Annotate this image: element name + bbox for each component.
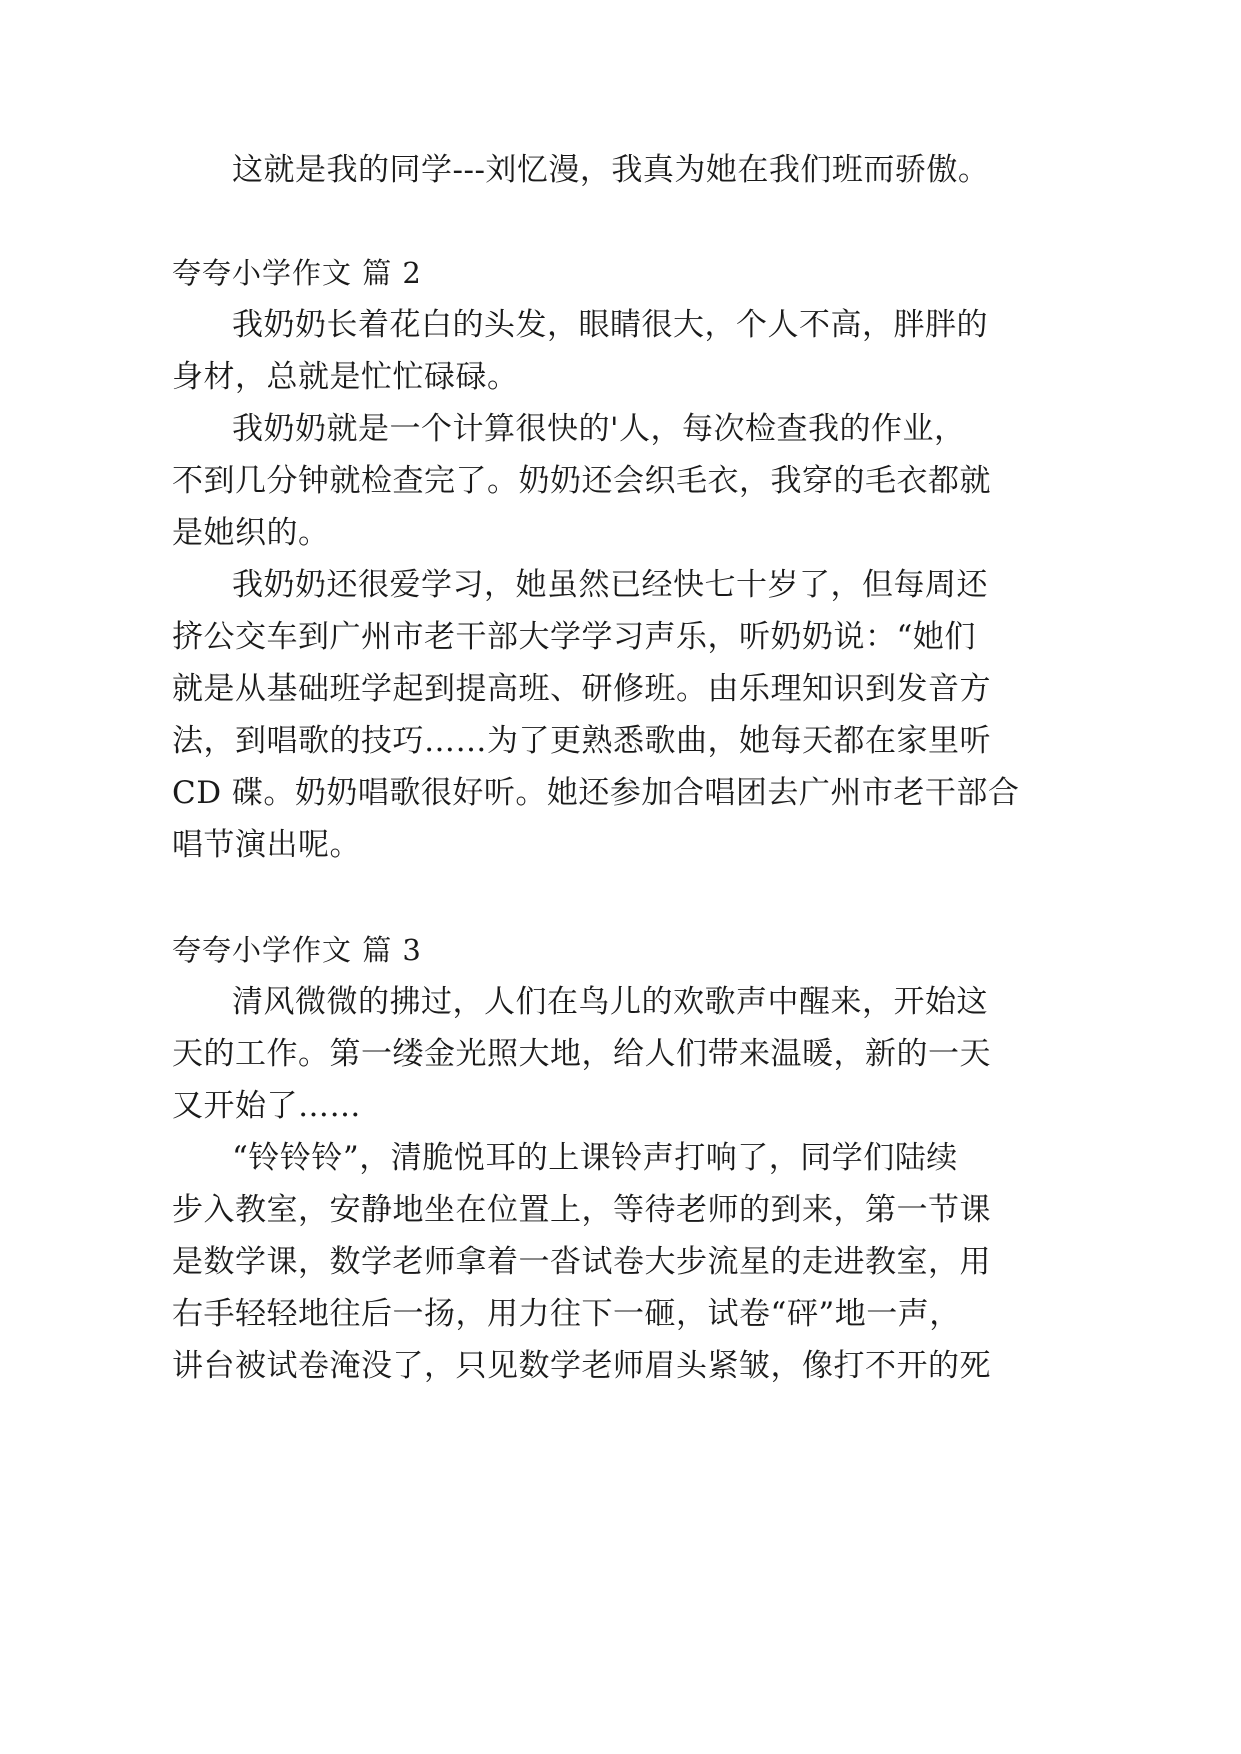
paragraph-line: 是她织的。: [172, 515, 330, 551]
paragraph-line: 挤公交车到广州市老干部大学学习声乐，听奶奶说：“她们: [172, 619, 976, 655]
closing-line: 这就是我的同学---刘忆漫，我真为她在我们班而骄傲。: [232, 152, 990, 188]
paragraph-line: CD 碟。奶奶唱歌很好听。她还参加合唱团去广州市老干部合: [172, 775, 1020, 811]
paragraph-line: 步入教室，安静地坐在位置上，等待老师的到来，第一节课: [172, 1192, 991, 1228]
section-heading-3: 夸夸小学作文 篇 3: [172, 933, 422, 967]
paragraph-line: 天的工作。第一缕金光照大地，给人们带来温暖，新的一天: [172, 1036, 991, 1072]
paragraph-line: 我奶奶就是一个计算很快的'人，每次检查我的作业，: [232, 411, 966, 447]
paragraph-line: “铃铃铃”，清脆悦耳的上课铃声打响了，同学们陆续: [232, 1140, 958, 1176]
paragraph-line: 身材，总就是忙忙碌碌。: [172, 359, 519, 395]
paragraph-line: 法，到唱歌的技巧……为了更熟悉歌曲，她每天都在家里听: [172, 723, 991, 759]
paragraph-line: 就是从基础班学起到提高班、研修班。由乐理知识到发音方: [172, 671, 991, 707]
paragraph-line: 是数学课，数学老师拿着一沓试卷大步流星的走进教室，用: [172, 1244, 991, 1280]
paragraph-line: 唱节演出呢。: [172, 827, 361, 863]
section-heading-2: 夸夸小学作文 篇 2: [172, 256, 422, 290]
paragraph-line: 清风微微的拂过，人们在鸟儿的欢歌声中醒来，开始这: [232, 984, 988, 1020]
paragraph-line: 我奶奶长着花白的头发，眼睛很大，个人不高，胖胖的: [232, 307, 988, 343]
paragraph-line: 又开始了……: [172, 1088, 361, 1124]
paragraph-line: 右手轻轻地往后一扬，用力往下一砸，试卷“砰”地一声，: [172, 1296, 961, 1332]
paragraph-line: 不到几分钟就检查完了。奶奶还会织毛衣，我穿的毛衣都就: [172, 463, 991, 499]
paragraph-line: 讲台被试卷淹没了，只见数学老师眉头紧皱，像打不开的死: [172, 1348, 991, 1384]
paragraph-line: 我奶奶还很爱学习，她虽然已经快七十岁了，但每周还: [232, 567, 988, 603]
